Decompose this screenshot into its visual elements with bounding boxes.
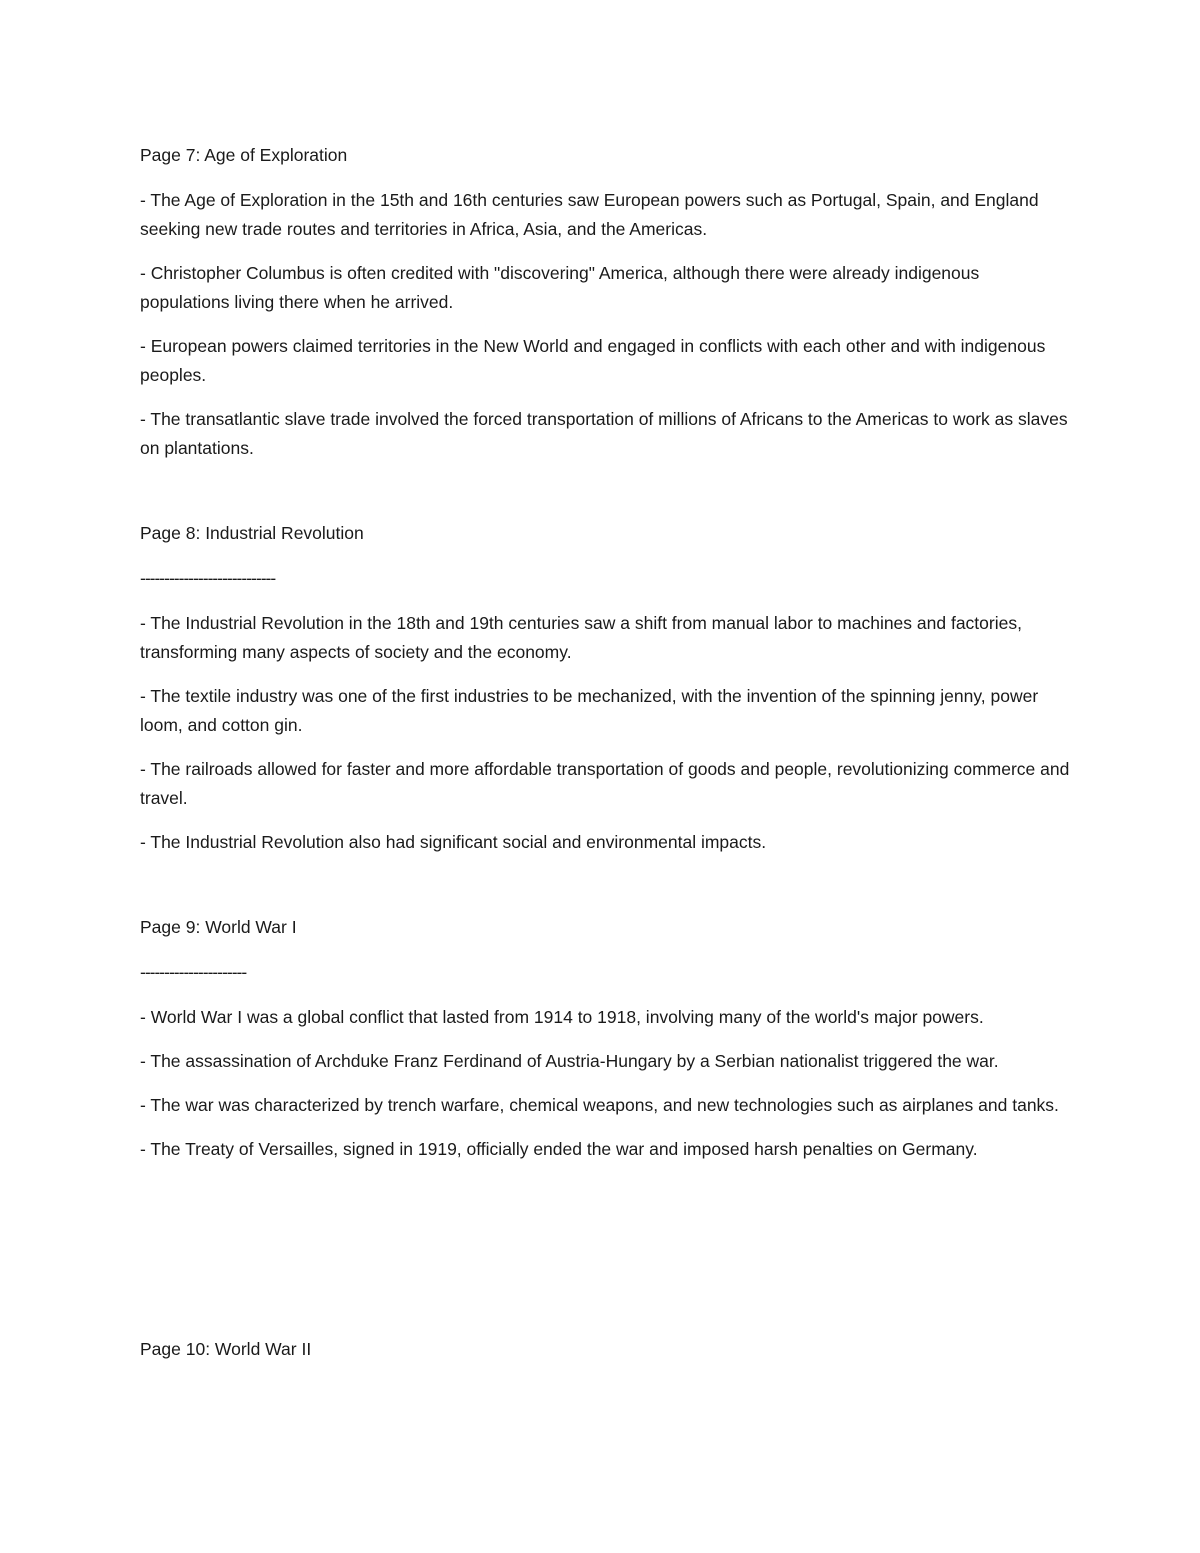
bullet-paragraph: - The Industrial Revolution in the 18th and 19th centuries saw a shift from manual labor to machines and factories, transforming many aspects of society and the economy. [140, 613, 1022, 662]
section-world-war-i [140, 913, 1070, 1164]
section-heading: Page 8: Industrial Revolution [140, 523, 364, 543]
bullet-paragraph: - The Treaty of Versailles, signed in 1919, officially ended the war and imposed harsh penalties on Germany. [140, 1139, 978, 1159]
section-heading: Page 9: World War I [140, 917, 297, 937]
section-heading: Page 7: Age of Exploration [140, 145, 348, 165]
section-industrial-revolution [140, 519, 1070, 857]
section-age-of-exploration [140, 141, 1070, 463]
section-heading: Page 10: World War II [140, 1339, 312, 1359]
section-world-war-ii [140, 1335, 1070, 1364]
bullet-paragraph: - The assassination of Archduke Franz Ferdinand of Austria-Hungary by a Serbian nationalist triggered the war. [140, 1051, 999, 1071]
bullet-paragraph: - The textile industry was one of the first industries to be mechanized, with the invention of the spinning jenny, power loom, and cotton gin. [140, 686, 1039, 735]
section-divider: ---------------------- [140, 962, 247, 982]
bullet-paragraph: - The transatlantic slave trade involved the forced transportation of millions of Africans to the Americas to work as slaves on plantations. [140, 409, 1068, 458]
bullet-paragraph: - The war was characterized by trench warfare, chemical weapons, and new technologies such as airplanes and tanks. [140, 1095, 1059, 1115]
bullet-paragraph: - The railroads allowed for faster and more affordable transportation of goods and people, revolutionizing commerce and travel. [140, 759, 1070, 808]
section-divider: ---------------------------- [140, 568, 276, 588]
bullet-paragraph: - Christopher Columbus is often credited with "discovering" America, although there were already indigenous populations living there when he arrived. [140, 263, 980, 312]
bullet-paragraph: - The Age of Exploration in the 15th and 16th centuries saw European powers such as Portugal, Spain, and England seeking new trade routes and territories in Africa, Asia, and the Americas. [140, 190, 1039, 239]
bullet-paragraph: - The Industrial Revolution also had significant social and environmental impacts. [140, 832, 767, 852]
bullet-paragraph: - European powers claimed territories in the New World and engaged in conflicts with each other and with indigenous peoples. [140, 336, 1046, 385]
bullet-paragraph: - World War I was a global conflict that lasted from 1914 to 1918, involving many of the world's major powers. [140, 1007, 984, 1027]
